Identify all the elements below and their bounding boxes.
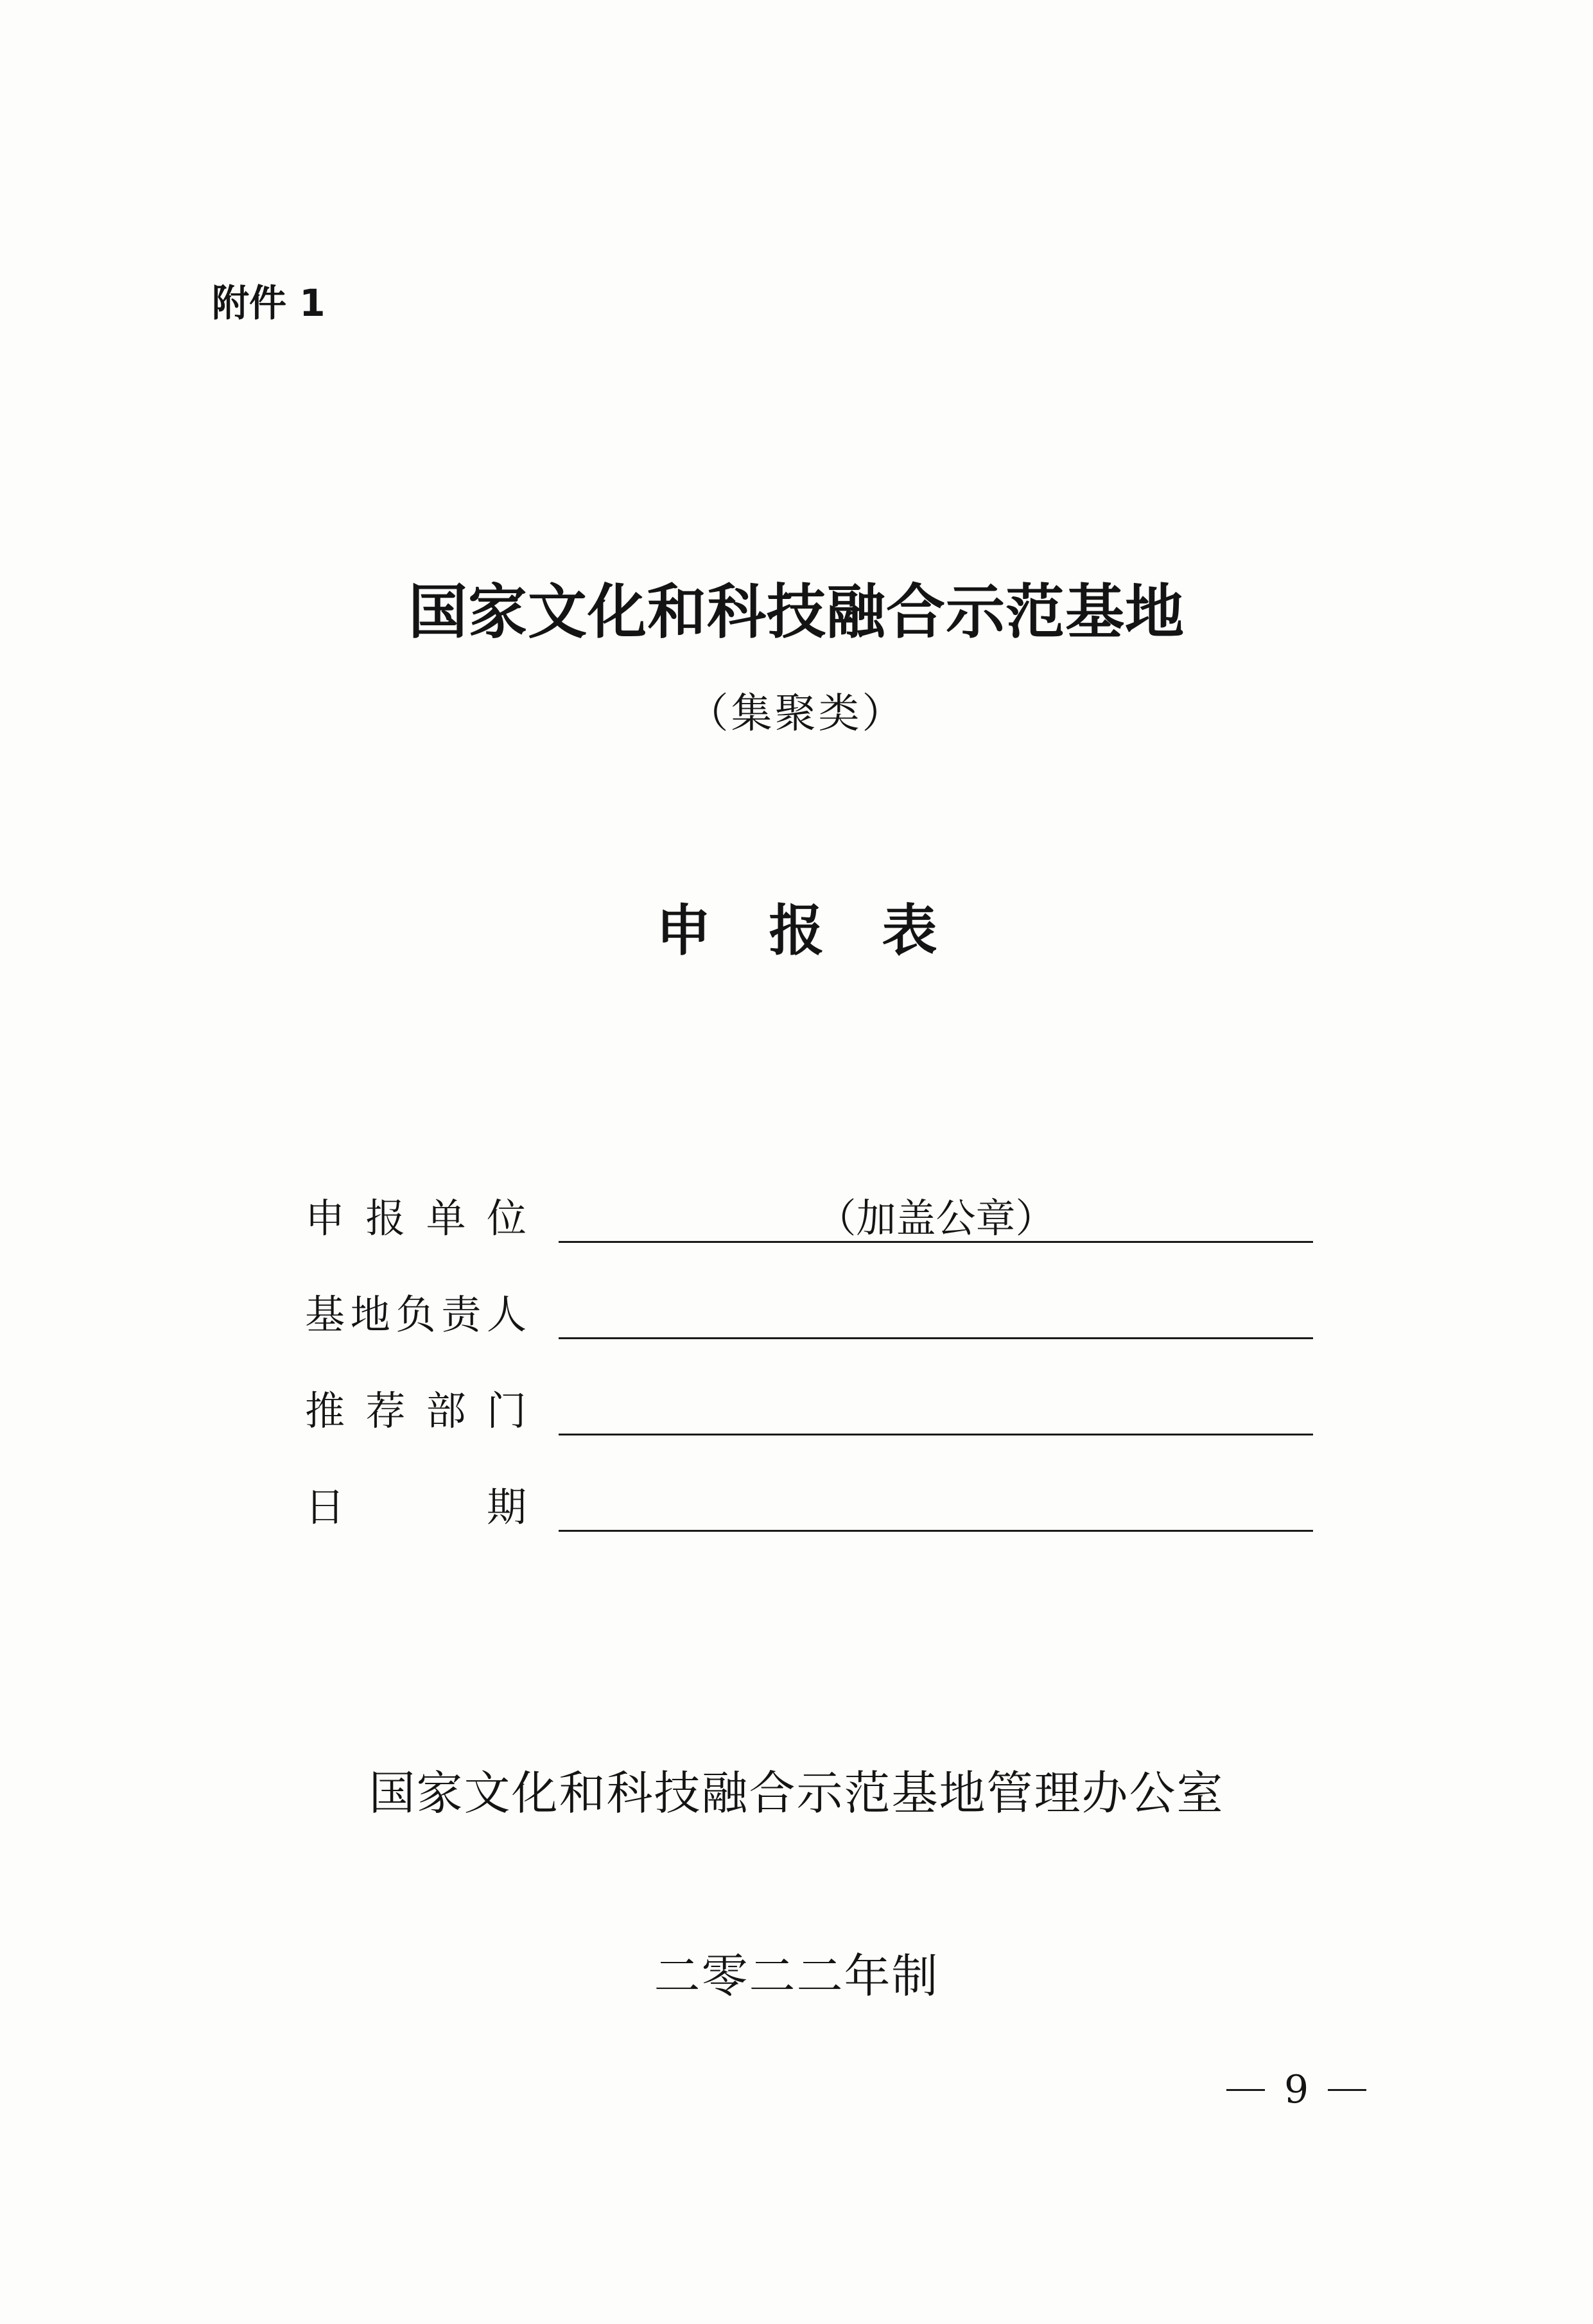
field-line-recommending-dept: [559, 1434, 1313, 1435]
document-title: 国家文化和科技融合示范基地: [408, 578, 1185, 646]
page-number-value: 9: [1284, 2067, 1309, 2112]
field-label-date: [305, 1475, 527, 1532]
page-number: [1226, 2067, 1366, 2112]
field-line-base-leader: [559, 1337, 1313, 1339]
field-label-char: 部: [426, 1387, 466, 1434]
field-label-char: 位: [486, 1195, 527, 1242]
field-label-char: 责: [441, 1291, 482, 1338]
field-label-char: 负: [396, 1291, 436, 1338]
field-label-char: 地: [350, 1291, 390, 1338]
field-label-char: 基: [305, 1291, 345, 1338]
year-made: 二零二二年制: [654, 1949, 939, 2003]
field-label-char: 日: [305, 1484, 345, 1531]
document-subtitle: （集聚类）: [687, 690, 906, 738]
issuing-office: 国家文化和科技融合示范基地管理办公室: [369, 1766, 1224, 1820]
field-label-base-leader: [305, 1283, 527, 1340]
field-line-applicant-unit: [559, 1241, 1313, 1243]
field-label-char: 申: [305, 1195, 345, 1242]
attachment-label: 附件 1: [212, 281, 326, 325]
field-label-char: 单: [426, 1195, 466, 1242]
field-label-applicant-unit: [305, 1186, 527, 1244]
field-label-char: 期: [486, 1484, 527, 1531]
field-label-char: 报: [365, 1195, 406, 1242]
field-line-date: [559, 1530, 1313, 1532]
page-number-dash-right: [1328, 2089, 1366, 2091]
field-label-recommending-dept: [305, 1379, 527, 1436]
field-label-char: 人: [486, 1291, 527, 1338]
page-number-dash-left: [1226, 2089, 1265, 2091]
form-title: 申报表: [656, 899, 995, 963]
field-value-applicant-unit[interactable]: （加盖公章）: [816, 1195, 1056, 1242]
field-label-char: 推: [305, 1387, 345, 1434]
field-label-char: 门: [486, 1387, 527, 1434]
field-label-char: 荐: [365, 1387, 406, 1434]
